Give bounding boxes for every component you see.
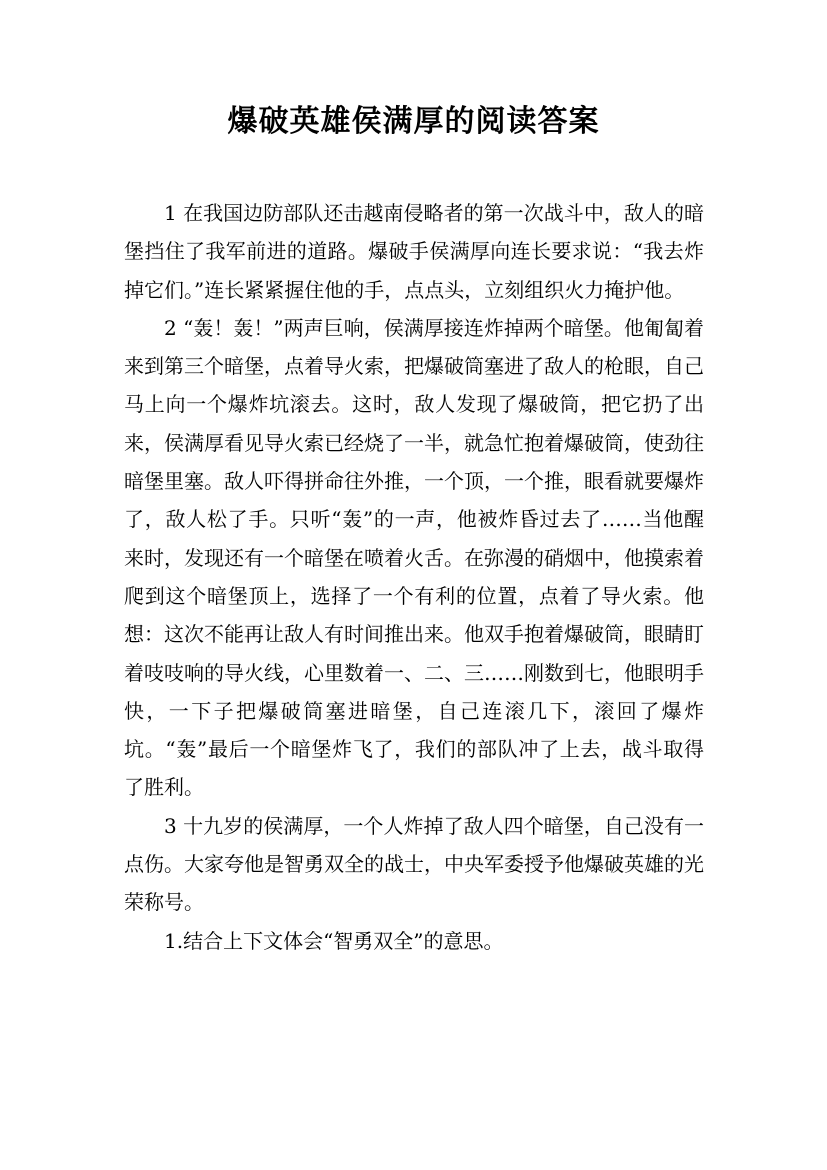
paragraph-2: 2 “轰！轰！”两声巨响，侯满厚接连炸掉两个暗堡。他匍匐着来到第三个暗堡，点着导火索，把爆破筒塞进了敌人的枪眼，自己马上向一个爆炸坑滚去。这时，敌人发现了爆破筒，把它扔了出来，侯满厚看见导火索已经烧了一半，就急忙抱着爆破筒，使劲往暗堡里塞。敌人吓得拼命往外推，一个顶，一个推，眼看就要爆炸了，敌人松了手。只听“轰”的一声，他被炸昏过去了……当他醒来时，发现还有一个暗堡在喷着火舌。在弥漫的硝烟中，他摸索着爬到这个暗堡顶上，选择了一个有利的位置，点着了导火索。他想：这次不能再让敌人有时间推出来。他双手抱着爆破筒，眼睛盯着吱吱响的导火线，心里数着一、二、三……刚数到七，他眼明手快，一下子把爆破筒塞进暗堡，自己连滚几下，滚回了爆炸坑。“轰”最后一个暗堡炸飞了，我们的部队冲了上去，战斗取得了胜利。 — [124, 315, 704, 800]
document-title: 爆破英雄侯满厚的阅读答案 — [227, 104, 600, 139]
question-1: 1.结合上下文体会“智勇双全”的意思。 — [164, 928, 504, 953]
paragraph-3: 3 十九岁的侯满厚，一个人炸掉了敌人四个暗堡，自己没有一点伤。大家夸他是智勇双全的战士，中央军委授予他爆破英雄的光荣称号。 — [124, 813, 704, 915]
paragraph-1: 1 在我国边防部队还击越南侵略者的第一次战斗中，敌人的暗堡挡住了我军前进的道路。爆破手侯满厚向连长要求说：“我去炸掉它们。”连长紧紧握住他的手，点点头，立刻组织火力掩护他。 — [124, 201, 704, 302]
document-body — [124, 194, 704, 960]
